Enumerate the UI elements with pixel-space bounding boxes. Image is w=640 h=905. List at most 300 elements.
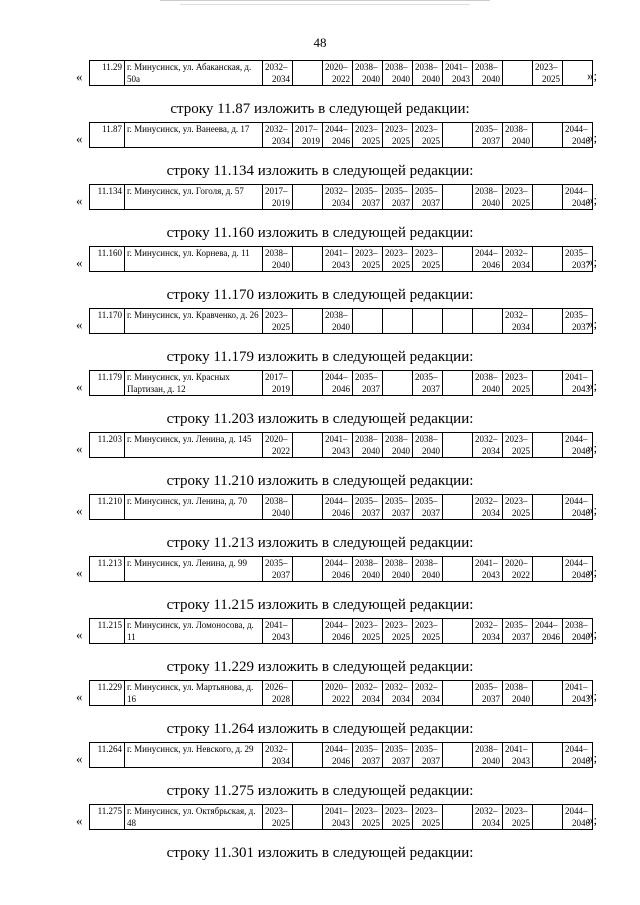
year-range-cell [323,743,353,768]
year-end: 2043 [452,74,470,84]
year-range-cell [503,681,533,706]
year-start: 2023– [415,248,438,258]
year-range-cell [293,495,323,520]
table-row-block [0,680,640,717]
year-end: 2046 [572,756,590,766]
table-row-block [0,556,640,593]
year-range [355,185,380,209]
year-range [445,185,470,209]
year-range-cell [413,619,443,644]
year-start: 2035– [415,186,438,196]
year-range [415,61,440,85]
year-range [295,557,320,581]
year-start: 2020– [505,558,528,568]
year-range-cell [263,743,293,768]
year-start: 2023– [415,806,438,816]
year-range-cell [323,619,353,644]
year-end: 2046 [332,570,350,580]
row-number-cell: 11.229 [90,681,125,706]
year-start: 2038– [475,744,498,754]
year-range-cell [473,185,503,210]
year-end: 2040 [512,136,530,146]
year-range-cell [263,123,293,148]
year-start: 2035– [415,372,438,382]
year-range [385,61,410,85]
year-range [325,495,350,519]
year-range [325,681,350,705]
year-end: 2025 [422,818,440,828]
year-start: 2023– [355,248,378,258]
table-row [90,247,593,272]
schedule-table [89,494,593,520]
schedule-table [89,556,593,582]
table-row-block [0,370,640,407]
close-quote: »; [587,192,598,207]
open-quote: « [76,317,83,332]
year-range [385,247,410,271]
year-range-cell [473,247,503,272]
year-range [355,805,380,829]
year-start: 2044– [325,372,348,382]
year-range-cell [533,805,563,830]
year-range-cell [263,309,293,334]
year-start: 2032– [265,744,288,754]
table-row-block [0,494,640,531]
year-end: 2037 [482,694,500,704]
year-range-cell [473,619,503,644]
year-range-cell [263,557,293,582]
year-range-cell [533,619,563,644]
table-row [90,433,593,458]
table-row-block [0,804,640,841]
year-end: 2025 [512,508,530,518]
year-end: 2025 [272,818,290,828]
year-range-cell [293,123,323,148]
year-range-cell [413,309,443,334]
year-range-cell [443,743,473,768]
year-range [535,61,560,85]
row-number-cell: 11.160 [90,247,125,272]
year-range [475,61,500,85]
year-start: 2041– [325,806,348,816]
year-start: 2041– [475,558,498,568]
year-range [535,185,560,209]
year-range [445,619,470,643]
year-end: 2040 [362,74,380,84]
row-number-cell: 11.87 [90,123,125,148]
year-range-cell [293,681,323,706]
year-end: 2043 [512,756,530,766]
year-range-cell [293,619,323,644]
year-start: 2035– [415,744,438,754]
instruction-text: строку 11.264 изложить в следующей редакции: [166,721,474,737]
year-range [265,619,290,643]
year-range [445,433,470,457]
year-start: 2023– [505,372,528,382]
year-range-cell [473,123,503,148]
year-range-cell [383,123,413,148]
year-range-cell [353,371,383,396]
year-range [505,495,530,519]
close-quote: »; [587,626,598,641]
year-start: 2023– [385,806,408,816]
year-end: 2034 [482,632,500,642]
year-start: 2032– [355,682,378,692]
year-range-cell [383,557,413,582]
year-start: 2035– [385,496,408,506]
year-end: 2043 [332,818,350,828]
year-start: 2038– [265,496,288,506]
year-end: 2040 [482,198,500,208]
year-start: 2038– [385,558,408,568]
year-range [325,557,350,581]
address-cell: г. Минусинск, ул. Кравченко, д. 26 [125,309,263,334]
year-start: 2035– [355,372,378,382]
year-range [295,681,320,705]
year-range-cell [323,247,353,272]
scan-artifact-line [180,4,470,5]
year-range-cell [383,743,413,768]
year-range-cell [353,309,383,334]
address-cell: г. Минусинск, ул. Ванеева, д. 17 [125,123,263,148]
instruction-text: строку 11.170 изложить в следующей редакции: [166,287,474,303]
year-end: 2040 [362,446,380,456]
year-end: 2025 [362,136,380,146]
year-range [295,371,320,395]
table-row [90,123,593,148]
year-range-cell [383,371,413,396]
schedule-table [89,680,593,706]
year-start: 2032– [505,310,528,320]
row-number-cell: 11.264 [90,743,125,768]
year-range-cell [323,123,353,148]
table-row [90,805,593,830]
year-range-cell [413,123,443,148]
year-range-cell [383,433,413,458]
year-end: 2040 [572,632,590,642]
year-start: 2023– [415,124,438,134]
row-number-cell: 11.215 [90,619,125,644]
instruction-text: строку 11.229 изложить в следующей редакции: [166,659,474,675]
year-end: 2043 [332,446,350,456]
year-start: 2035– [355,496,378,506]
open-quote: « [76,255,83,270]
year-end: 2034 [332,198,350,208]
year-range [385,805,410,829]
year-end: 2037 [422,198,440,208]
year-range-cell [413,433,443,458]
year-range [265,743,290,767]
year-start: 2017– [295,124,318,134]
year-range-cell [353,743,383,768]
year-range [355,743,380,767]
year-range-cell [443,247,473,272]
year-start: 2023– [505,806,528,816]
year-range-cell [353,619,383,644]
year-start: 2041– [565,372,588,382]
year-range [325,371,350,395]
year-range-cell [473,495,503,520]
year-range-cell [503,805,533,830]
year-range [355,557,380,581]
year-start: 2023– [415,620,438,630]
year-start: 2038– [355,62,378,72]
year-range [295,805,320,829]
year-range-cell [263,495,293,520]
year-end: 2037 [422,508,440,518]
year-range-cell [293,61,323,86]
address-cell: г. Минусинск, ул. Ленина, д. 70 [125,495,263,520]
year-range [445,247,470,271]
instruction-text: строку 11.210 изложить в следующей редакции: [166,473,474,489]
year-end: 2040 [272,260,290,270]
year-range-cell [383,185,413,210]
year-range-cell [353,185,383,210]
year-start: 2023– [265,310,288,320]
year-range [415,557,440,581]
year-start: 2044– [325,620,348,630]
year-start: 2035– [355,186,378,196]
year-range-cell [443,681,473,706]
year-start: 2035– [565,310,588,320]
year-range-cell [353,247,383,272]
year-range [445,371,470,395]
year-start: 2038– [355,558,378,568]
year-start: 2035– [355,744,378,754]
year-range-cell [443,495,473,520]
year-start: 2041– [325,248,348,258]
year-range-cell [443,371,473,396]
year-range-cell [473,681,503,706]
year-range [355,61,380,85]
year-range [265,123,290,147]
year-range [415,495,440,519]
year-end: 2019 [272,384,290,394]
year-range [265,247,290,271]
year-start: 2044– [565,558,588,568]
address-cell: г. Минусинск, ул. Ломоносова, д. 11 [125,619,263,644]
year-range [535,433,560,457]
year-start: 2038– [355,434,378,444]
year-start: 2041– [265,620,288,630]
year-range [445,743,470,767]
year-range-cell [503,557,533,582]
year-end: 2025 [512,818,530,828]
year-end: 2046 [542,632,560,642]
year-range [325,123,350,147]
close-quote: »; [587,502,598,517]
year-range-cell [413,681,443,706]
year-range [535,371,560,395]
year-end: 2040 [422,74,440,84]
year-end: 2046 [572,818,590,828]
close-quote: »; [587,750,598,765]
year-start: 2023– [505,186,528,196]
year-start: 2026– [265,682,288,692]
table-row [90,185,593,210]
year-start: 2044– [325,496,348,506]
year-range [475,681,500,705]
year-range [295,61,320,85]
year-range-cell [293,743,323,768]
year-end: 2025 [362,632,380,642]
year-range [385,619,410,643]
year-start: 2023– [505,496,528,506]
year-start: 2038– [505,682,528,692]
year-range-cell [353,681,383,706]
instruction-text: строку 11.179 изложить в следующей редакции: [166,349,474,365]
year-start: 2038– [265,248,288,258]
table-row [90,743,593,768]
year-range [535,247,560,271]
row-number-cell: 11.29 [90,61,125,86]
year-range-cell [503,61,533,86]
year-range [385,743,410,767]
year-end: 2037 [392,508,410,518]
year-range-cell [443,309,473,334]
open-quote: « [76,813,83,828]
year-range-cell [473,557,503,582]
year-start: 2044– [535,620,558,630]
year-range [505,433,530,457]
year-range [415,123,440,147]
year-range-cell [263,681,293,706]
year-start: 2038– [505,124,528,134]
year-start: 2044– [565,124,588,134]
year-range [385,433,410,457]
year-end: 2040 [422,446,440,456]
year-range [385,185,410,209]
year-range-cell [353,123,383,148]
year-end: 2022 [332,694,350,704]
year-range [505,743,530,767]
year-range [415,743,440,767]
year-end: 2025 [392,136,410,146]
address-cell: г. Минусинск, ул. Мартьянова, д. 16 [125,681,263,706]
year-start: 2017– [265,372,288,382]
year-range-cell [533,123,563,148]
year-range-cell [473,309,503,334]
year-range-cell [413,743,443,768]
year-range [415,619,440,643]
year-range [475,743,500,767]
year-range [265,309,290,333]
open-quote: « [76,131,83,146]
year-range-cell [473,743,503,768]
year-end: 2025 [512,384,530,394]
year-range [325,185,350,209]
year-range-cell [383,495,413,520]
year-range [475,247,500,271]
close-quote: »; [587,688,598,703]
year-range-cell [533,309,563,334]
close-quote: »; [587,254,598,269]
year-start: 2023– [385,124,408,134]
year-range-cell [353,557,383,582]
year-end: 2037 [482,136,500,146]
year-end: 2040 [482,756,500,766]
year-end: 2037 [362,384,380,394]
year-start: 2035– [475,682,498,692]
year-start: 2044– [565,744,588,754]
year-end: 2040 [512,694,530,704]
year-range [355,681,380,705]
year-range [475,371,500,395]
year-range [385,371,410,395]
year-end: 2037 [362,756,380,766]
year-start: 2023– [385,248,408,258]
schedule-table [89,742,593,768]
year-end: 2034 [362,694,380,704]
year-range-cell [353,433,383,458]
year-end: 2046 [572,570,590,580]
year-range-cell [443,619,473,644]
year-end: 2040 [392,570,410,580]
close-quote: »; [587,316,598,331]
year-start: 2038– [415,62,438,72]
year-range [265,681,290,705]
year-range-cell [263,61,293,86]
year-range [295,247,320,271]
year-end: 2019 [302,136,320,146]
year-range-cell [323,495,353,520]
year-range [505,557,530,581]
year-range [475,619,500,643]
year-range-cell [293,433,323,458]
year-range [445,557,470,581]
open-quote: « [76,441,83,456]
year-range [475,123,500,147]
year-range [505,309,530,333]
address-cell: г. Минусинск, ул. Красных Партизан, д. 12 [125,371,263,396]
year-range [505,619,530,643]
year-range [385,309,410,333]
year-range-cell [443,123,473,148]
year-start: 2032– [325,186,348,196]
year-range-cell [323,371,353,396]
year-end: 2034 [392,694,410,704]
year-range-cell [293,309,323,334]
year-end: 2046 [332,384,350,394]
table-row-block [0,60,640,97]
open-quote: « [76,565,83,580]
year-end: 2034 [512,322,530,332]
year-end: 2028 [272,694,290,704]
schedule-table [89,308,593,334]
address-cell: г. Минусинск, ул. Корнева, д. 11 [125,247,263,272]
year-end: 2025 [512,198,530,208]
year-range [355,309,380,333]
year-range-cell [353,61,383,86]
instruction-text: строку 11.215 изложить в следующей редакции: [166,597,474,613]
instruction-text: строку 11.275 изложить в следующей редакции: [166,783,474,799]
year-range-cell [323,61,353,86]
close-quote: »; [587,378,598,393]
year-range [295,123,320,147]
year-range-cell [413,185,443,210]
row-number-cell: 11.170 [90,309,125,334]
year-end: 2034 [272,756,290,766]
year-start: 2032– [475,806,498,816]
year-end: 2034 [272,74,290,84]
year-range-cell [293,557,323,582]
year-range [325,743,350,767]
year-end: 2034 [512,260,530,270]
year-range-cell [293,805,323,830]
year-end: 2025 [392,632,410,642]
year-start: 2035– [385,744,408,754]
year-range [475,557,500,581]
